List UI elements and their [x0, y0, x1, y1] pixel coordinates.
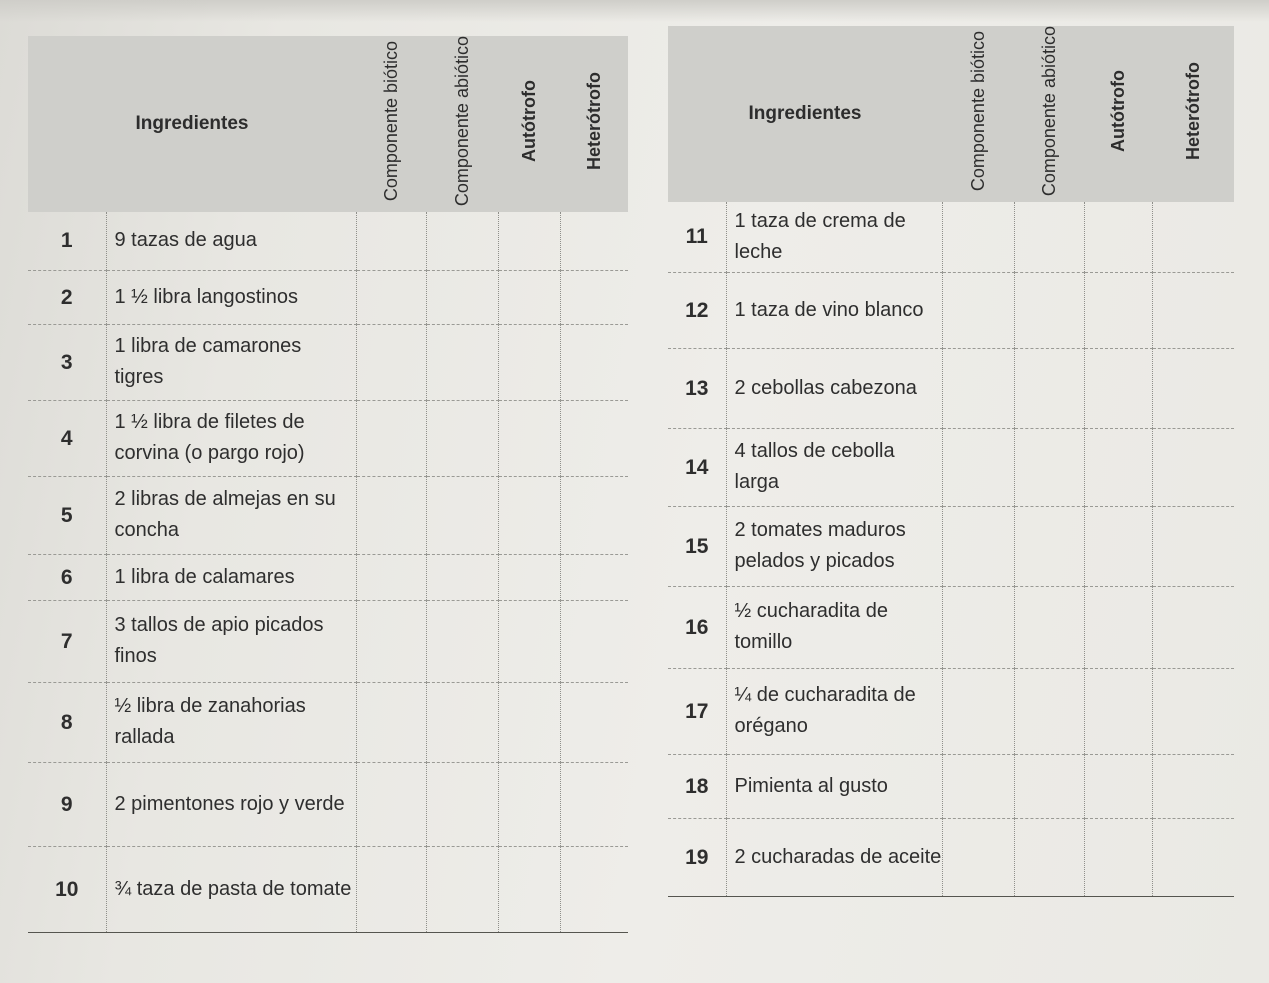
row-number: 1	[28, 212, 106, 270]
abiotic-cell[interactable]	[426, 400, 498, 476]
autotroph-cell[interactable]	[1084, 428, 1152, 506]
autotroph-cell[interactable]	[498, 270, 560, 324]
autotroph-cell[interactable]	[1084, 818, 1152, 896]
biotic-cell[interactable]	[356, 476, 426, 554]
right-table-body	[668, 202, 1234, 896]
biotic-cell[interactable]	[356, 600, 426, 682]
biotic-cell[interactable]	[356, 682, 426, 762]
ingredient-text: ¾ taza de pasta de tomate	[106, 846, 356, 932]
ingredient-text: 1 ½ libra de filetes de corvina (o pargo rojo)	[106, 400, 356, 476]
ingredient-row	[28, 400, 628, 476]
abiotic-cell[interactable]	[426, 270, 498, 324]
ingredient-text: ½ cucharadita de tomillo	[726, 586, 942, 668]
row-number: 11	[668, 202, 726, 272]
ingredients-header: Ingredientes	[668, 26, 942, 202]
ingredients-header: Ingredientes	[28, 36, 356, 212]
biotic-header: Componente biótico	[942, 26, 1014, 202]
biotic-cell[interactable]	[942, 668, 1014, 754]
abiotic-cell[interactable]	[426, 324, 498, 400]
abiotic-header: Componente abiótico	[426, 36, 498, 212]
abiotic-cell[interactable]	[1014, 818, 1084, 896]
row-number: 15	[668, 506, 726, 586]
biotic-cell[interactable]	[356, 554, 426, 600]
row-number: 12	[668, 272, 726, 348]
row-number: 16	[668, 586, 726, 668]
heterotroph-cell[interactable]	[1152, 754, 1234, 818]
biotic-cell[interactable]	[942, 586, 1014, 668]
heterotroph-cell[interactable]	[1152, 818, 1234, 896]
abiotic-cell[interactable]	[1014, 348, 1084, 428]
heterotroph-cell[interactable]	[1152, 272, 1234, 348]
left-header-row	[28, 36, 628, 212]
abiotic-cell[interactable]	[1014, 202, 1084, 272]
row-number: 19	[668, 818, 726, 896]
ingredient-row	[28, 212, 628, 270]
autotroph-cell[interactable]	[498, 682, 560, 762]
ingredient-text: ¼ de cucharadita de orégano	[726, 668, 942, 754]
ingredient-row	[668, 428, 1234, 506]
biotic-cell[interactable]	[356, 212, 426, 270]
autotroph-cell[interactable]	[498, 554, 560, 600]
ingredient-row	[28, 554, 628, 600]
abiotic-cell[interactable]	[426, 554, 498, 600]
ingredient-row	[28, 270, 628, 324]
ingredient-text: 1 taza de crema de leche	[726, 202, 942, 272]
row-number: 7	[28, 600, 106, 682]
biotic-cell[interactable]	[356, 270, 426, 324]
abiotic-cell[interactable]	[1014, 668, 1084, 754]
heterotroph-cell[interactable]	[560, 212, 628, 270]
abiotic-cell[interactable]	[426, 600, 498, 682]
autotroph-cell[interactable]	[1084, 348, 1152, 428]
autotroph-cell[interactable]	[498, 212, 560, 270]
ingredient-row	[668, 506, 1234, 586]
autotroph-cell[interactable]	[1084, 586, 1152, 668]
row-number: 13	[668, 348, 726, 428]
abiotic-cell[interactable]	[1014, 428, 1084, 506]
left-table-body	[28, 212, 628, 932]
ingredient-text: 1 libra de camarones tigres	[106, 324, 356, 400]
biotic-cell[interactable]	[942, 754, 1014, 818]
biotic-header: Componente biótico	[356, 36, 426, 212]
heterotroph-cell[interactable]	[560, 400, 628, 476]
ingredient-row	[28, 762, 628, 846]
biotic-cell[interactable]	[942, 272, 1014, 348]
biotic-cell[interactable]	[356, 762, 426, 846]
ingredient-row	[668, 668, 1234, 754]
ingredient-row	[668, 586, 1234, 668]
heterotroph-cell[interactable]	[560, 324, 628, 400]
biotic-cell[interactable]	[942, 818, 1014, 896]
heterotroph-cell[interactable]	[560, 270, 628, 324]
row-number: 17	[668, 668, 726, 754]
row-number: 6	[28, 554, 106, 600]
row-number: 4	[28, 400, 106, 476]
biotic-cell[interactable]	[942, 428, 1014, 506]
heterotroph-cell[interactable]	[560, 554, 628, 600]
row-number: 8	[28, 682, 106, 762]
abiotic-cell[interactable]	[1014, 754, 1084, 818]
autotroph-cell[interactable]	[498, 324, 560, 400]
heterotroph-cell[interactable]	[1152, 428, 1234, 506]
ingredient-row	[668, 272, 1234, 348]
row-number: 14	[668, 428, 726, 506]
autotroph-cell[interactable]	[498, 762, 560, 846]
ingredient-text: 1 ½ libra langostinos	[106, 270, 356, 324]
biotic-cell[interactable]	[356, 846, 426, 932]
row-number: 3	[28, 324, 106, 400]
ingredient-text: 2 cucharadas de aceite	[726, 818, 942, 896]
heterotroph-cell[interactable]	[560, 600, 628, 682]
ingredient-row	[28, 682, 628, 762]
autotroph-cell[interactable]	[1084, 754, 1152, 818]
heterotroph-header: Heterótrofo	[1152, 26, 1234, 202]
abiotic-cell[interactable]	[426, 846, 498, 932]
abiotic-cell[interactable]	[426, 476, 498, 554]
abiotic-cell[interactable]	[1014, 586, 1084, 668]
heterotroph-cell[interactable]	[560, 476, 628, 554]
heterotroph-cell[interactable]	[1152, 348, 1234, 428]
ingredient-row	[668, 348, 1234, 428]
ingredient-text: 2 cebollas cabezona	[726, 348, 942, 428]
abiotic-cell[interactable]	[426, 212, 498, 270]
left-ingredients-table	[28, 36, 628, 933]
heterotroph-cell[interactable]	[560, 762, 628, 846]
abiotic-cell[interactable]	[1014, 506, 1084, 586]
row-number: 18	[668, 754, 726, 818]
ingredient-row	[668, 202, 1234, 272]
autotroph-cell[interactable]	[498, 600, 560, 682]
ingredient-row	[28, 476, 628, 554]
heterotroph-header: Heterótrofo	[560, 36, 628, 212]
row-number: 9	[28, 762, 106, 846]
page-shadow	[0, 0, 1269, 22]
ingredient-text: 9 tazas de agua	[106, 212, 356, 270]
row-number: 5	[28, 476, 106, 554]
heterotroph-cell[interactable]	[1152, 668, 1234, 754]
ingredient-text: 4 tallos de cebolla larga	[726, 428, 942, 506]
abiotic-cell[interactable]	[426, 682, 498, 762]
row-number: 2	[28, 270, 106, 324]
abiotic-cell[interactable]	[1014, 272, 1084, 348]
abiotic-header: Componente abiótico	[1014, 26, 1084, 202]
ingredient-text: 2 libras de almejas en su concha	[106, 476, 356, 554]
ingredient-text: Pimienta al gusto	[726, 754, 942, 818]
right-ingredients-table	[668, 26, 1234, 897]
abiotic-cell[interactable]	[426, 762, 498, 846]
biotic-cell[interactable]	[356, 400, 426, 476]
autotroph-cell[interactable]	[1084, 272, 1152, 348]
ingredient-text: 1 libra de calamares	[106, 554, 356, 600]
autotroph-cell[interactable]	[498, 846, 560, 932]
biotic-cell[interactable]	[356, 324, 426, 400]
autotroph-header: Autótrofo	[498, 36, 560, 212]
ingredient-row	[668, 818, 1234, 896]
heterotroph-cell[interactable]	[1152, 202, 1234, 272]
ingredient-text: 2 tomates maduros pelados y picados	[726, 506, 942, 586]
biotic-cell[interactable]	[942, 348, 1014, 428]
right-header-row	[668, 26, 1234, 202]
heterotroph-cell[interactable]	[560, 846, 628, 932]
autotroph-header: Autótrofo	[1084, 26, 1152, 202]
ingredient-row	[28, 846, 628, 932]
ingredient-row	[28, 600, 628, 682]
autotroph-cell[interactable]	[498, 400, 560, 476]
autotroph-cell[interactable]	[498, 476, 560, 554]
row-number: 10	[28, 846, 106, 932]
autotroph-cell[interactable]	[1084, 668, 1152, 754]
heterotroph-cell[interactable]	[560, 682, 628, 762]
heterotroph-cell[interactable]	[1152, 586, 1234, 668]
autotroph-cell[interactable]	[1084, 506, 1152, 586]
heterotroph-cell[interactable]	[1152, 506, 1234, 586]
autotroph-cell[interactable]	[1084, 202, 1152, 272]
ingredient-row	[28, 324, 628, 400]
ingredient-text: 1 taza de vino blanco	[726, 272, 942, 348]
biotic-cell[interactable]	[942, 506, 1014, 586]
ingredient-text: 2 pimentones rojo y verde	[106, 762, 356, 846]
biotic-cell[interactable]	[942, 202, 1014, 272]
ingredient-row	[668, 754, 1234, 818]
ingredient-text: 3 tallos de apio picados finos	[106, 600, 356, 682]
ingredient-text: ½ libra de zanahorias rallada	[106, 682, 356, 762]
